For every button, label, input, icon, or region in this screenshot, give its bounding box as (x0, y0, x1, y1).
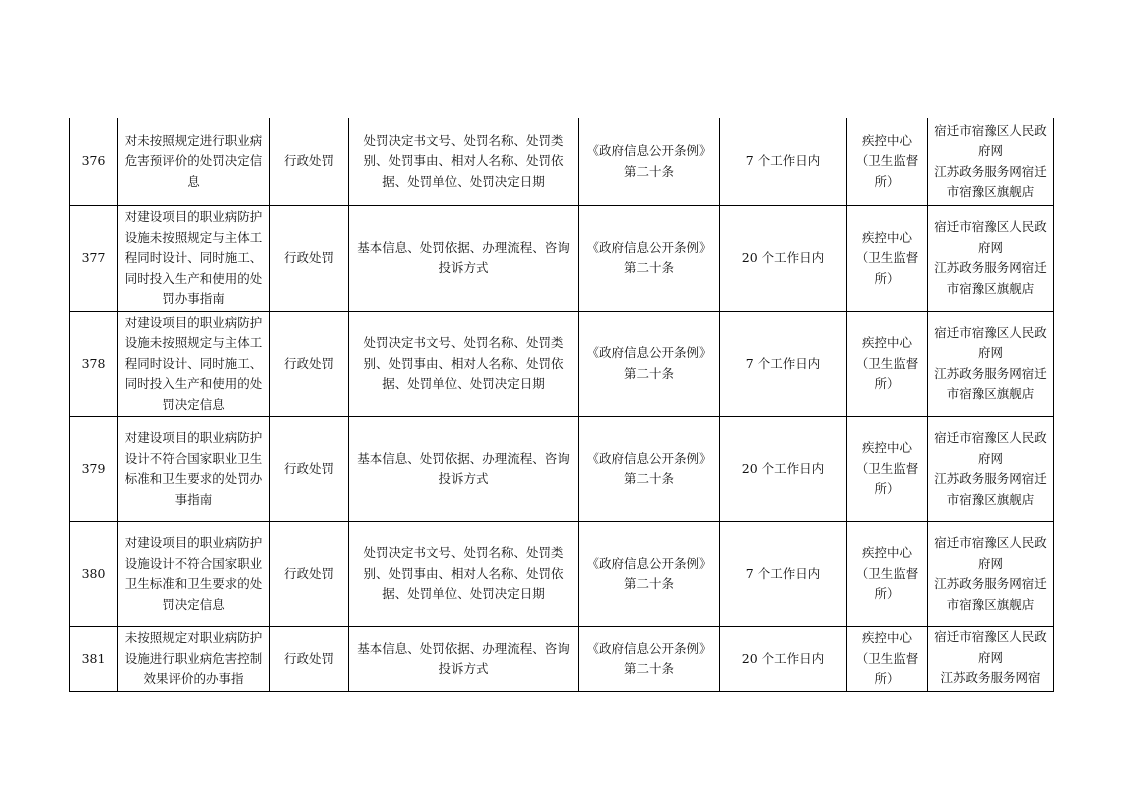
row-number: 376 (70, 118, 118, 206)
table-row (70, 627, 1054, 692)
item-category: 行政处罚 (270, 522, 349, 627)
item-category: 行政处罚 (270, 206, 349, 312)
disclosure-content: 基本信息、处罚依据、办理流程、咨询投诉方式 (349, 206, 579, 312)
item-name: 对未按照规定进行职业病危害预评价的处罚决定信息 (118, 118, 270, 206)
disclosure-channel (928, 627, 1054, 692)
table-row (70, 311, 1054, 417)
item-name: 对建设项目的职业病防护设施未按照规定与主体工程同时设计、同时施工、同时投入生产和使用的处罚决定信息 (118, 311, 270, 417)
channel-text: 宿迁市宿豫区人民政府网 江苏政务服务网宿迁市宿豫区旗舰店 (934, 430, 1047, 507)
channel-text: 宿迁市宿豫区人民政府网 江苏政务服务网宿 (934, 629, 1047, 685)
channel-text: 宿迁市宿豫区人民政府网 江苏政务服务网宿迁市宿豫区旗舰店 (934, 219, 1047, 296)
item-category: 行政处罚 (270, 627, 349, 692)
disclosure-basis: 《政府信息公开条例》第二十条 (579, 627, 720, 692)
item-category: 行政处罚 (270, 417, 349, 522)
disclosure-basis: 《政府信息公开条例》第二十条 (579, 311, 720, 417)
table-row (70, 206, 1054, 312)
disclosure-basis: 《政府信息公开条例》第二十条 (579, 118, 720, 206)
disclosure-deadline: 7 个工作日内 (720, 118, 847, 206)
item-category: 行政处罚 (270, 311, 349, 417)
table-row (70, 118, 1054, 206)
disclosure-basis: 《政府信息公开条例》第二十条 (579, 206, 720, 312)
disclosure-subject: 疾控中心（卫生监督所） (847, 311, 928, 417)
row-number: 377 (70, 206, 118, 312)
disclosure-channel (928, 522, 1054, 627)
item-name: 对建设项目的职业病防护设施未按照规定与主体工程同时设计、同时施工、同时投入生产和使用的处罚办事指南 (118, 206, 270, 312)
disclosure-basis: 《政府信息公开条例》第二十条 (579, 522, 720, 627)
disclosure-channel (928, 118, 1054, 206)
disclosure-channel (928, 311, 1054, 417)
table-row (70, 522, 1054, 627)
channel-text: 宿迁市宿豫区人民政府网 江苏政务服务网宿迁市宿豫区旗舰店 (934, 535, 1047, 612)
item-category: 行政处罚 (270, 118, 349, 206)
disclosure-subject: 疾控中心（卫生监督所） (847, 118, 928, 206)
disclosure-content: 处罚决定书文号、处罚名称、处罚类别、处罚事由、相对人名称、处罚依据、处罚单位、处罚决定日期 (349, 522, 579, 627)
disclosure-subject: 疾控中心（卫生监督所） (847, 522, 928, 627)
disclosure-content: 处罚决定书文号、处罚名称、处罚类别、处罚事由、相对人名称、处罚依据、处罚单位、处罚决定日期 (349, 311, 579, 417)
disclosure-subject: 疾控中心（卫生监督所） (847, 206, 928, 312)
row-number: 379 (70, 417, 118, 522)
disclosure-deadline: 20 个工作日内 (720, 627, 847, 692)
disclosure-channel (928, 206, 1054, 312)
disclosure-content: 处罚决定书文号、处罚名称、处罚类别、处罚事由、相对人名称、处罚依据、处罚单位、处罚决定日期 (349, 118, 579, 206)
disclosure-content: 基本信息、处罚依据、办理流程、咨询投诉方式 (349, 627, 579, 692)
row-number: 380 (70, 522, 118, 627)
item-name (118, 627, 270, 692)
channel-text: 宿迁市宿豫区人民政府网 江苏政务服务网宿迁市宿豫区旗舰店 (934, 122, 1047, 199)
disclosure-channel (928, 417, 1054, 522)
disclosure-subject: 疾控中心（卫生监督所） (847, 417, 928, 522)
table-row (70, 417, 1054, 522)
item-name: 对建设项目的职业病防护设计不符合国家职业卫生标准和卫生要求的处罚办事指南 (118, 417, 270, 522)
disclosure-deadline: 20 个工作日内 (720, 206, 847, 312)
disclosure-content: 基本信息、处罚依据、办理流程、咨询投诉方式 (349, 417, 579, 522)
disclosure-basis: 《政府信息公开条例》第二十条 (579, 417, 720, 522)
disclosure-deadline: 20 个工作日内 (720, 417, 847, 522)
channel-text: 宿迁市宿豫区人民政府网 江苏政务服务网宿迁市宿豫区旗舰店 (934, 324, 1047, 402)
row-number: 381 (70, 627, 118, 692)
row-number: 378 (70, 311, 118, 417)
disclosure-table (69, 118, 1054, 692)
item-name-text: 未按照规定对职业病防护设施进行职业病危害控制效果评价的办事指 (124, 630, 263, 686)
disclosure-deadline: 7 个工作日内 (720, 311, 847, 417)
disclosure-deadline: 7 个工作日内 (720, 522, 847, 627)
disclosure-subject: 疾控中心（卫生监督所） (847, 627, 928, 692)
item-name: 对建设项目的职业病防护设施设计不符合国家职业卫生标准和卫生要求的处罚决定信息 (118, 522, 270, 627)
